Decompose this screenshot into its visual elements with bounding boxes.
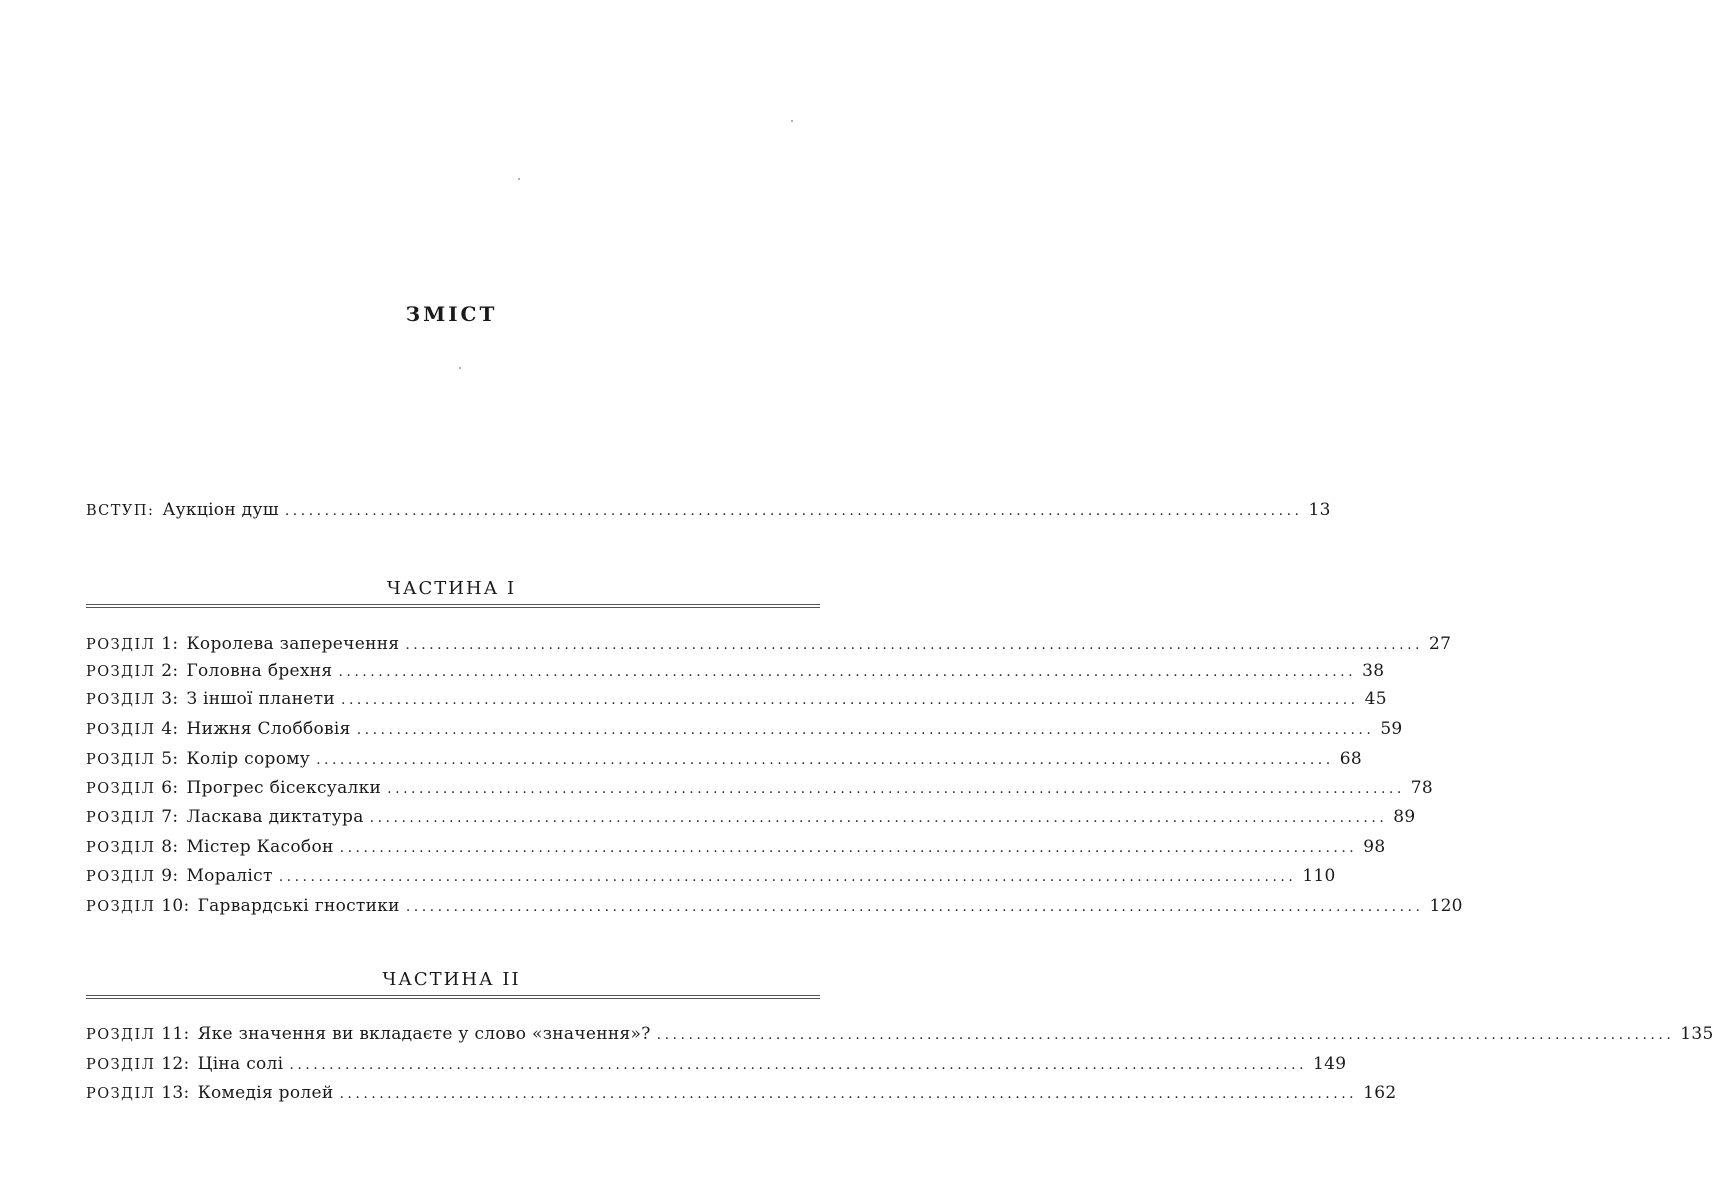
page-title: ЗМІСТ	[405, 302, 498, 326]
entry-label: РОЗДІЛ	[86, 664, 156, 680]
entry-number: 10:	[161, 896, 190, 916]
entry-number: 4:	[161, 719, 179, 739]
dot-leader: ................................................................................................................................	[405, 637, 1423, 653]
dot-leader: ................................................................................................................................	[338, 664, 1357, 680]
entry-label: РОЗДІЛ	[86, 1027, 156, 1043]
dot-leader: ................................................................................................................................	[284, 503, 1303, 519]
entry-page: 59	[1380, 719, 1403, 739]
entry-title: Гарвардські гностики	[197, 896, 400, 916]
entry-label: РОЗДІЛ	[86, 1057, 156, 1073]
part-divider-2	[86, 995, 820, 999]
entry-number: 13:	[161, 1083, 190, 1103]
entry-title: Нижня Слоббовія	[186, 719, 351, 739]
toc-entry-chapter[interactable]	[86, 778, 1434, 804]
entry-number: 6:	[161, 778, 179, 798]
entry-page: 45	[1364, 689, 1387, 709]
entry-number: 9:	[161, 866, 179, 886]
entry-number: 8:	[161, 837, 179, 857]
entry-page: 78	[1410, 778, 1434, 798]
part-heading-1: ЧАСТИНА I	[386, 578, 517, 599]
entry-title: Ціна солі	[197, 1054, 284, 1074]
entry-label: РОЗДІЛ	[86, 1086, 156, 1102]
entry-page: 89	[1393, 807, 1416, 827]
dot-leader: ................................................................................................................................	[339, 1086, 1358, 1102]
entry-title: Аукціон душ	[162, 500, 279, 520]
dot-leader: ................................................................................................................................	[369, 810, 1388, 826]
toc-entry-chapter[interactable]	[86, 807, 1416, 833]
toc-entry-chapter[interactable]	[86, 661, 1385, 687]
dot-leader: ................................................................................................................................	[339, 840, 1358, 856]
entry-title: З іншої планети	[186, 689, 335, 709]
entry-label: РОЗДІЛ	[86, 722, 156, 738]
entry-title: Колір сорому	[186, 749, 311, 769]
dot-leader: ................................................................................................................................	[316, 752, 1334, 768]
entry-page: 149	[1313, 1054, 1347, 1074]
entry-number: 7:	[161, 807, 179, 827]
scan-speck	[459, 367, 461, 369]
entry-label: ВСТУП:	[86, 503, 155, 519]
dot-leader: ................................................................................................................................	[656, 1027, 1675, 1043]
entry-title: Містер Касобон	[186, 837, 334, 857]
entry-page: 110	[1302, 866, 1336, 886]
dot-leader: ................................................................................................................................	[356, 722, 1375, 738]
entry-label: РОЗДІЛ	[86, 869, 156, 885]
dot-leader: ................................................................................................................................	[341, 692, 1359, 708]
toc-entry-chapter[interactable]	[86, 719, 1403, 745]
entry-label: РОЗДІЛ	[86, 752, 156, 768]
dot-leader: ................................................................................................................................	[278, 869, 1297, 885]
entry-page: 38	[1362, 661, 1385, 681]
entry-label: РОЗДІЛ	[86, 781, 156, 797]
entry-title: Яке значення ви вкладаєте у слово «значення»?	[197, 1024, 651, 1044]
entry-number: 5:	[161, 749, 179, 769]
scan-speck	[518, 178, 520, 180]
toc-entry-chapter[interactable]	[86, 896, 1463, 922]
part-heading-2: ЧАСТИНА II	[382, 969, 521, 990]
dot-leader: ................................................................................................................................	[387, 781, 1405, 797]
entry-label: РОЗДІЛ	[86, 810, 156, 826]
toc-entry-intro[interactable]	[86, 500, 1331, 526]
toc-entry-chapter[interactable]	[86, 749, 1362, 775]
entry-page: 162	[1363, 1083, 1397, 1103]
dot-leader: ................................................................................................................................	[289, 1057, 1308, 1073]
toc-entry-chapter[interactable]	[86, 1083, 1397, 1109]
entry-page: 27	[1428, 634, 1452, 654]
scan-speck	[791, 120, 793, 122]
entry-number: 2:	[161, 661, 179, 681]
entry-number: 12:	[161, 1054, 190, 1074]
dot-leader: ................................................................................................................................	[405, 899, 1424, 915]
entry-page: 120	[1429, 896, 1463, 916]
toc-entry-chapter[interactable]	[86, 1054, 1347, 1080]
entry-page: 98	[1363, 837, 1386, 857]
entry-number: 1:	[161, 634, 179, 654]
entry-title: Прогрес бісексуалки	[186, 778, 382, 798]
toc-entry-chapter[interactable]	[86, 866, 1336, 892]
entry-title: Комедія ролей	[197, 1083, 334, 1103]
entry-number: 11:	[161, 1024, 190, 1044]
entry-label: РОЗДІЛ	[86, 637, 156, 653]
entry-title: Мораліст	[186, 866, 273, 886]
entry-page: 68	[1339, 749, 1362, 769]
toc-entry-chapter[interactable]	[86, 634, 1452, 660]
entry-label: РОЗДІЛ	[86, 899, 156, 915]
toc-entry-chapter[interactable]	[86, 1024, 1714, 1050]
entry-label: РОЗДІЛ	[86, 692, 156, 708]
entry-page: 13	[1308, 500, 1331, 520]
entry-title: Королева заперечення	[186, 634, 400, 654]
entry-number: 3:	[161, 689, 179, 709]
entry-page: 135	[1680, 1024, 1714, 1044]
toc-entry-chapter[interactable]	[86, 837, 1386, 863]
entry-label: РОЗДІЛ	[86, 840, 156, 856]
toc-entry-chapter[interactable]	[86, 689, 1387, 715]
part-divider-1	[86, 604, 820, 608]
entry-title: Ласкава диктатура	[186, 807, 364, 827]
entry-title: Головна брехня	[186, 661, 333, 681]
